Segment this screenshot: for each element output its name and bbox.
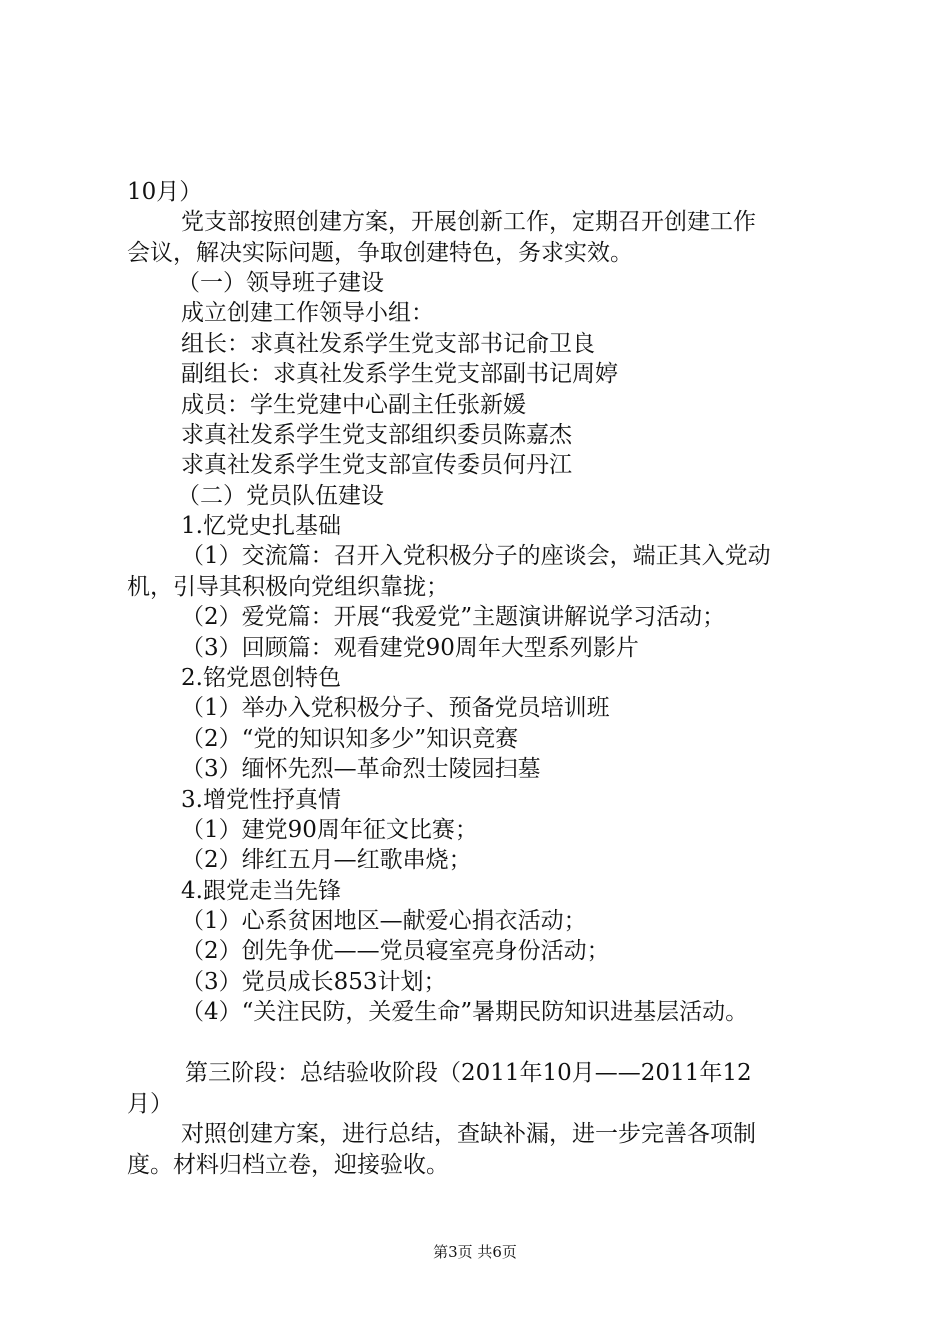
stage-heading: 第三阶段：总结验收阶段（2011年10月——2011年12 [185, 1060, 752, 1086]
subsection-heading: 1.忆党史扎基础 [181, 513, 341, 539]
text-line: 求真社发系学生党支部组织委员陈嘉杰 [181, 422, 572, 448]
text-line: 成员：学生党建中心副主任张新媛 [181, 392, 526, 418]
text-line: 会议，解决实际问题，争取创建特色，务求实效。 [127, 240, 633, 266]
subsection-heading: 4.跟党走当先锋 [181, 878, 341, 904]
text-line: （1）交流篇：召开入党积极分子的座谈会，端正其入党动 [181, 543, 771, 569]
text-line: 度。材料归档立卷，迎接验收。 [127, 1152, 449, 1178]
text-line: 成立创建工作领导小组： [181, 300, 434, 326]
text-line: 副组长：求真社发系学生党支部副书记周婷 [181, 361, 618, 387]
section-heading: （二）党员队伍建设 [177, 483, 384, 509]
subsection-heading: 3.增党性抒真情 [181, 787, 341, 813]
text-line: 组长：求真社发系学生党支部书记俞卫良 [181, 331, 595, 357]
text-line: 对照创建方案，进行总结，查缺补漏，进一步完善各项制 [181, 1121, 756, 1147]
text-line: 党支部按照创建方案，开展创新工作，定期召开创建工作 [181, 209, 756, 235]
text-line: 10月） [127, 179, 203, 205]
section-heading: （一）领导班子建设 [177, 270, 384, 296]
text-line: （4）“关注民防，关爱生命”暑期民防知识进基层活动。 [181, 999, 749, 1025]
subsection-heading: 2.铭党恩创特色 [181, 665, 341, 691]
text-line: （2）绯红五月—红歌串烧； [181, 847, 472, 873]
text-line: （3）党员成长853计划； [181, 969, 447, 995]
text-line: （3）缅怀先烈—革命烈士陵园扫墓 [181, 756, 541, 782]
text-line: （2）创先争优——党员寝室亮身份活动； [181, 938, 610, 964]
text-line: 月） [127, 1091, 173, 1117]
text-line: （1）心系贫困地区—献爱心捐衣活动； [181, 908, 587, 934]
text-line: （2）爱党篇：开展“我爱党”主题演讲解说学习活动； [181, 604, 726, 630]
text-line: （1）举办入党积极分子、预备党员培训班 [181, 695, 610, 721]
text-line: （2）“党的知识知多少”知识竞赛 [181, 726, 519, 752]
text-line: 求真社发系学生党支部宣传委员何丹江 [181, 452, 572, 478]
text-line: （1）建党90周年征文比赛； [181, 817, 478, 843]
text-line: 机，引导其积极向党组织靠拢； [127, 574, 449, 600]
page-number-footer: 第3页 共6页 [433, 1243, 517, 1261]
text-line: （3）回顾篇：观看建党90周年大型系列影片 [181, 635, 639, 661]
